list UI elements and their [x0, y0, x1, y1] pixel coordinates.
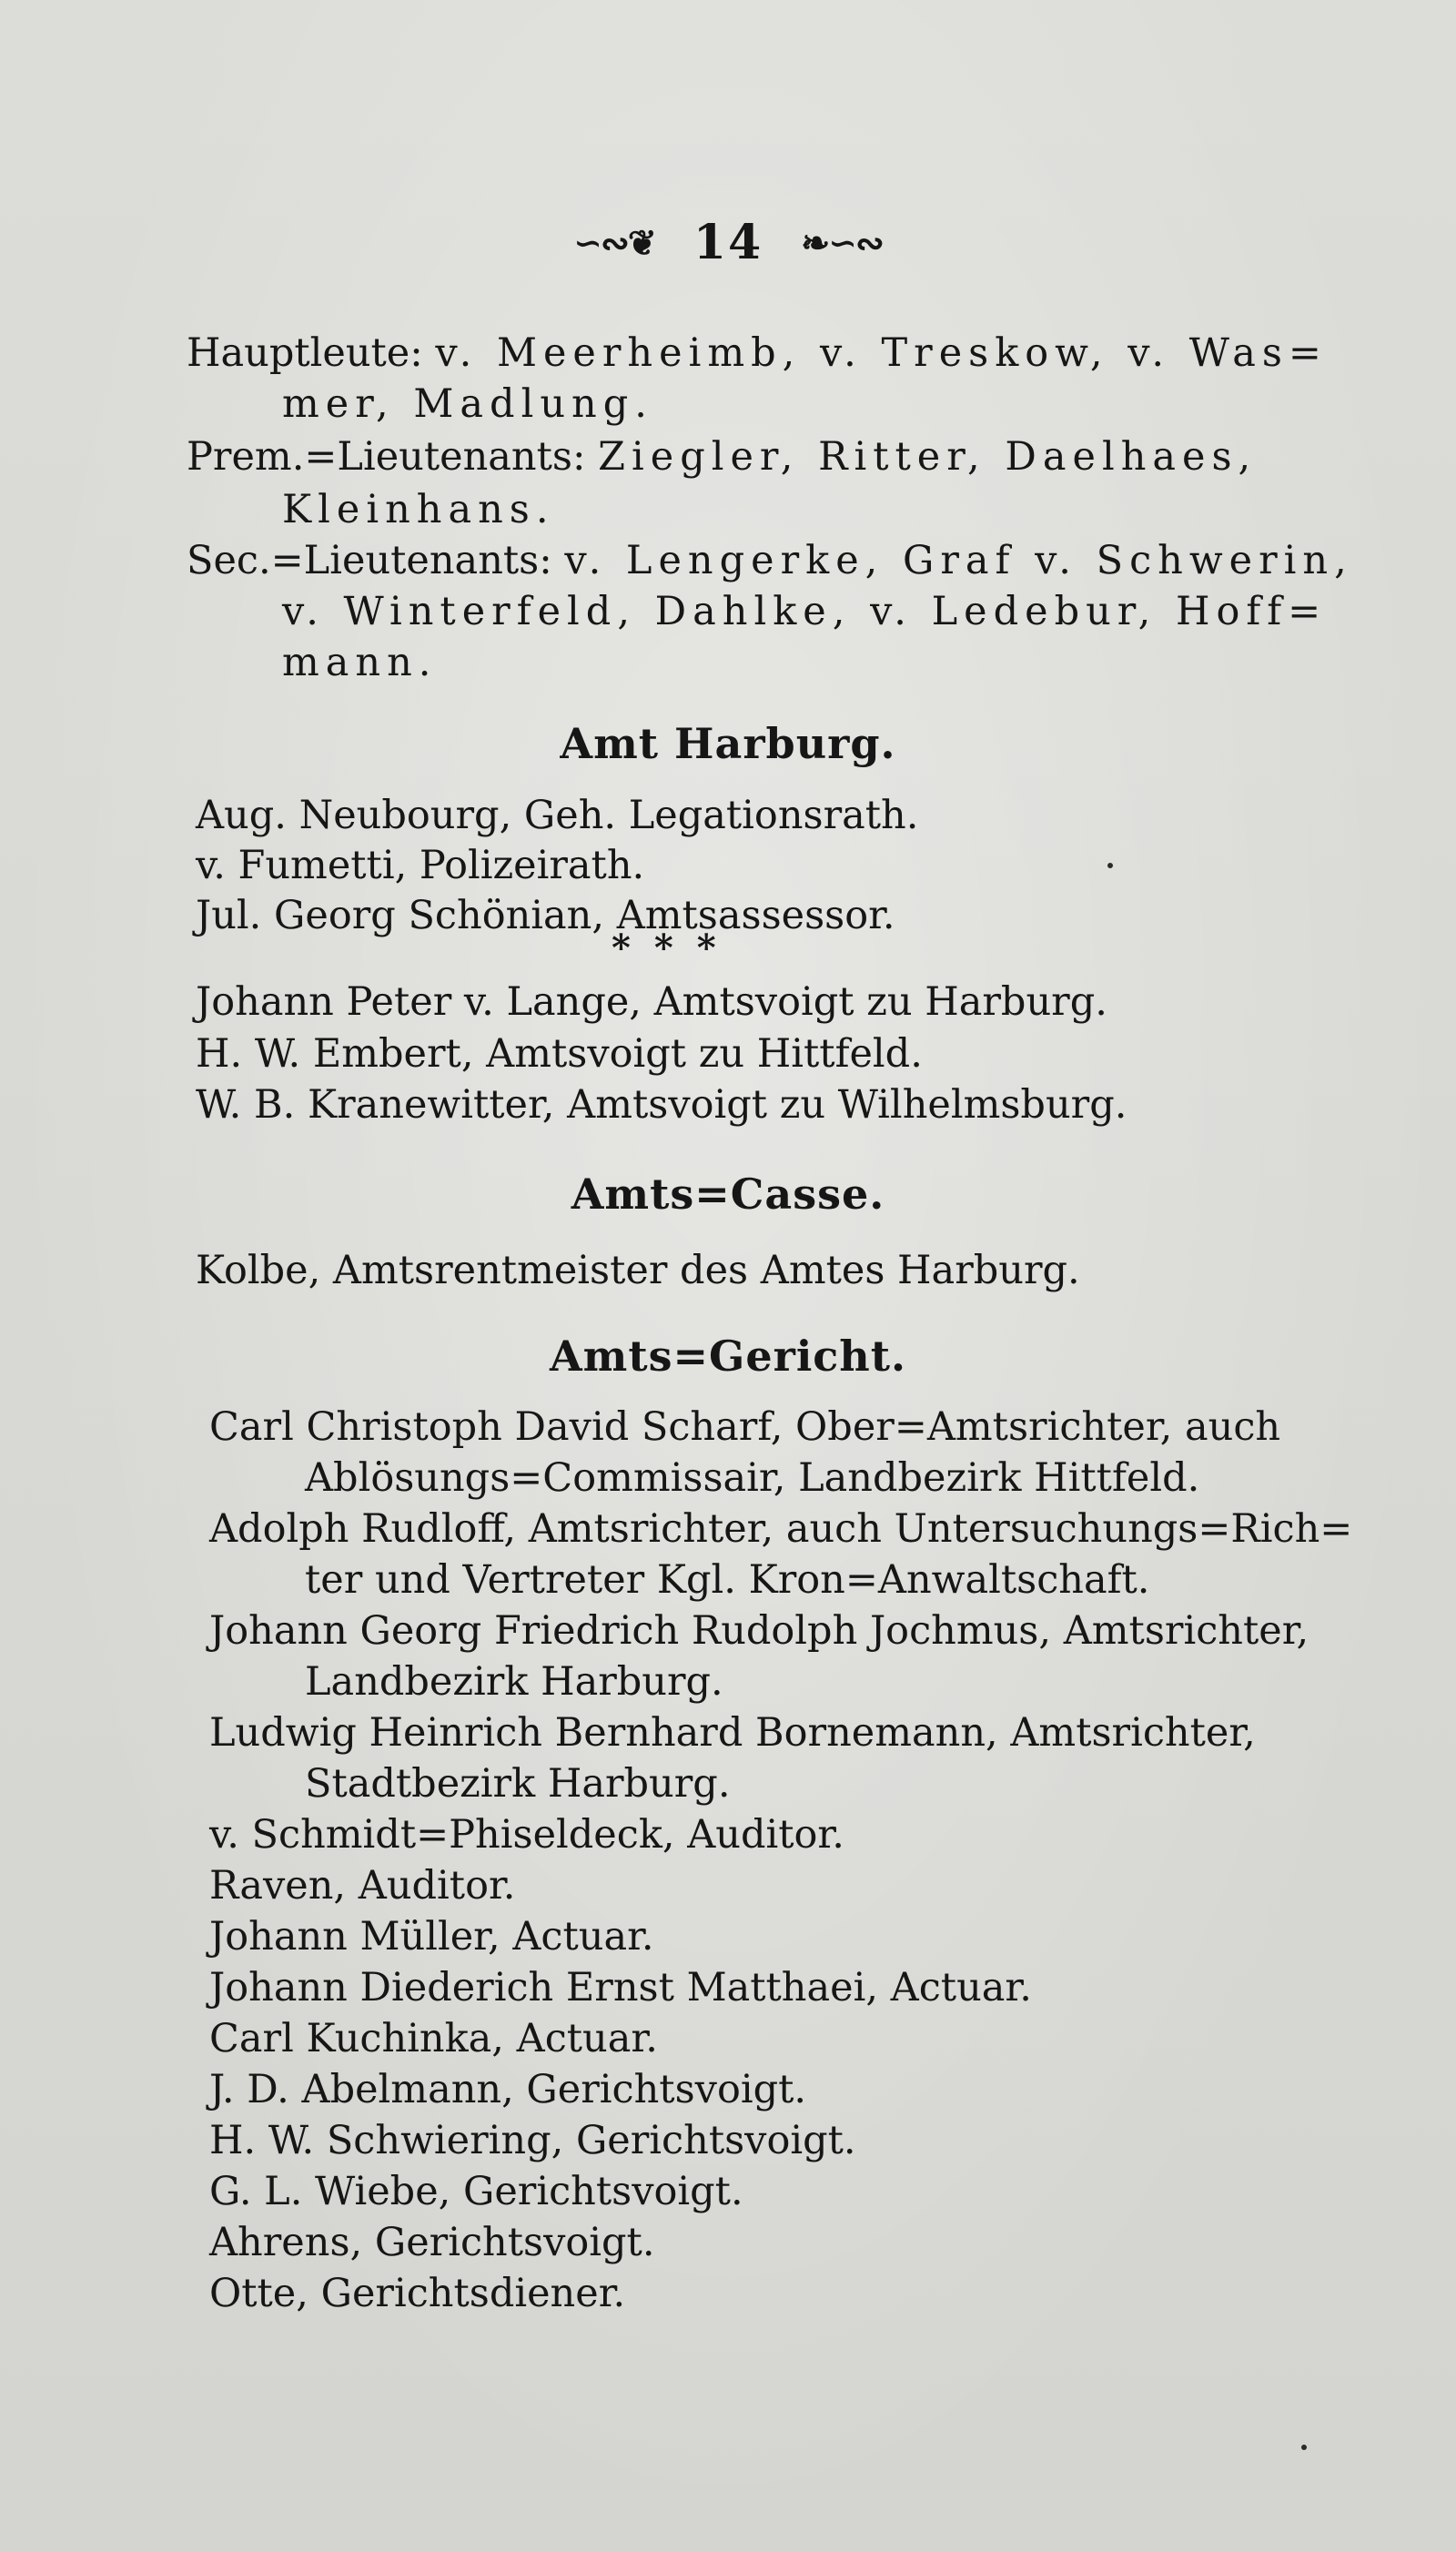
prem-lieutenants-label: Prem.=Lieutenants: — [187, 434, 586, 480]
gericht-line-6: Landbezirk Harburg. — [305, 1659, 723, 1705]
entry-schoenian: Jul. Georg Schönian, Amtsassessor. — [196, 893, 895, 938]
entry-kolbe: Kolbe, Amtsrentmeister des Amtes Harburg. — [196, 1248, 1080, 1293]
hauptleute-label: Hauptleute: — [187, 330, 423, 376]
gericht-line-13: Carl Kuchinka, Actuar. — [209, 2016, 658, 2061]
sec-lieutenants-names: v. Lengerke, Graf v. Schwerin, — [564, 538, 1353, 583]
gericht-line-1: Carl Christoph David Scharf, Ober=Amtsrichter, auch — [209, 1404, 1281, 1450]
sec-lieutenants-line-3: mann. — [282, 640, 438, 685]
page-header — [0, 211, 1456, 270]
gericht-line-3: Adolph Rudloff, Amtsrichter, auch Untersuchungs=Rich= — [209, 1506, 1353, 1552]
gericht-line-11: Johann Müller, Actuar. — [209, 1914, 654, 1960]
gericht-line-17: Ahrens, Gerichtsvoigt. — [209, 2220, 655, 2265]
gericht-line-18: Otte, Gerichtsdiener. — [209, 2271, 626, 2316]
gericht-line-15: H. W. Schwiering, Gerichtsvoigt. — [209, 2118, 856, 2163]
heading-amt-harburg: Amt Harburg. — [560, 719, 896, 768]
prem-lieutenants-names: Ziegler, Ritter, Daelhaes, — [598, 434, 1258, 480]
gericht-line-7: Ludwig Heinrich Bernhard Bornemann, Amtsrichter, — [209, 1710, 1256, 1756]
hauptleute-line-1 — [187, 329, 1328, 377]
entry-embert: H. W. Embert, Amtsvoigt zu Hittfeld. — [196, 1031, 923, 1077]
sec-lieutenants-label: Sec.=Lieutenants: — [187, 538, 552, 583]
print-speck — [1301, 2445, 1307, 2450]
prem-lieutenants-line-1 — [187, 433, 1257, 481]
gericht-line-5: Johann Georg Friedrich Rudolph Jochmus, Amtsrichter, — [209, 1608, 1309, 1654]
gericht-line-9: v. Schmidt=Phiseldeck, Auditor. — [209, 1812, 844, 1858]
gericht-line-16: G. L. Wiebe, Gerichtsvoigt. — [209, 2169, 743, 2214]
print-speck — [1107, 863, 1113, 868]
entry-neubourg: Aug. Neubourg, Geh. Legationsrath. — [196, 793, 919, 838]
gericht-line-12: Johann Diederich Ernst Matthaei, Actuar. — [209, 1965, 1032, 2010]
ornament-left: ∽∾❦ — [573, 222, 655, 263]
gericht-line-14: J. D. Abelmann, Gerichtsvoigt. — [209, 2067, 807, 2112]
entry-kranewitter: W. B. Kranewitter, Amtsvoigt zu Wilhelmsburg. — [196, 1082, 1127, 1128]
hauptleute-line-2: mer, Madlung. — [282, 381, 653, 427]
gericht-line-8: Stadtbezirk Harburg. — [305, 1761, 731, 1807]
asterisk-divider: * * * — [612, 927, 722, 969]
hauptleute-names: v. Meerheimb, v. Treskow, v. Was= — [435, 330, 1328, 376]
sec-lieutenants-line-1 — [187, 537, 1353, 584]
heading-amts-casse: Amts=Casse. — [571, 1170, 885, 1219]
page-number: 14 — [693, 215, 763, 270]
ornament-right: ❧∽∾ — [801, 222, 883, 263]
gericht-line-4: ter und Vertreter Kgl. Kron=Anwaltschaft. — [305, 1557, 1150, 1603]
entry-fumetti: v. Fumetti, Polizeirath. — [196, 843, 645, 888]
gericht-line-2: Ablösungs=Commissair, Landbezirk Hittfeld. — [305, 1455, 1200, 1501]
prem-lieutenants-line-2: Kleinhans. — [282, 487, 555, 532]
gericht-line-10: Raven, Auditor. — [209, 1863, 516, 1909]
heading-amts-gericht: Amts=Gericht. — [549, 1332, 907, 1381]
sec-lieutenants-line-2: v. Winterfeld, Dahlke, v. Ledebur, Hoff= — [282, 589, 1328, 634]
entry-lange: Johann Peter v. Lange, Amtsvoigt zu Harburg. — [196, 979, 1107, 1025]
